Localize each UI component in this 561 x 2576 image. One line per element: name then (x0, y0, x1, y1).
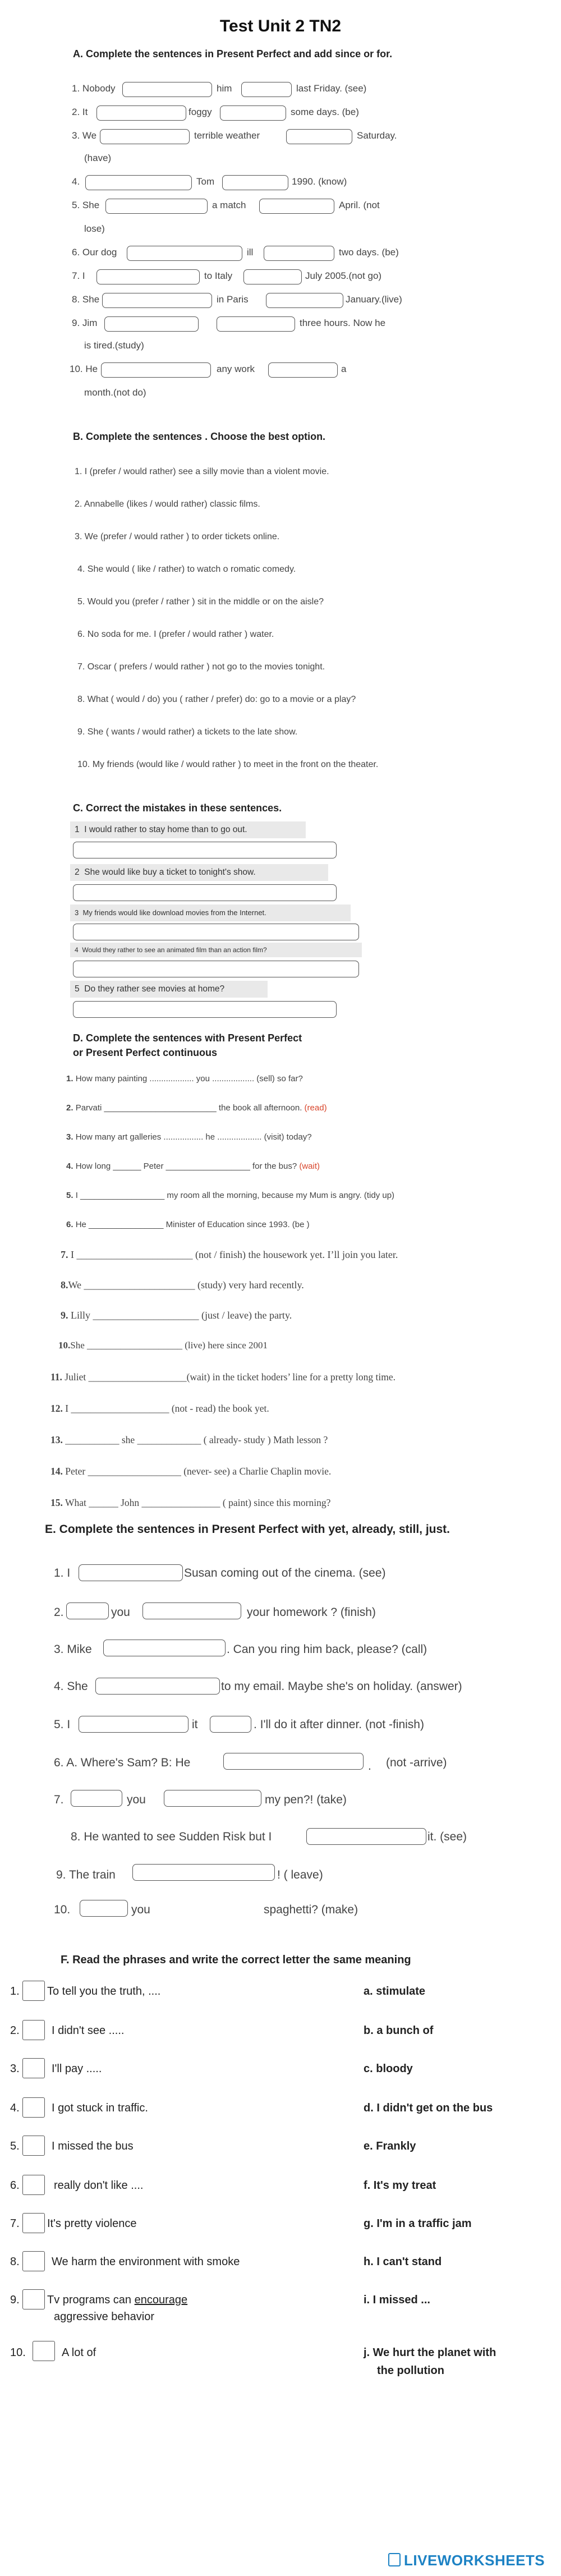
e-item-7 (54, 1793, 64, 1807)
a-item-6 (72, 247, 117, 258)
d-num: 2. (66, 1103, 73, 1113)
a-text: Jim (82, 318, 98, 328)
d-text: Juliet ____________________(wait) in the ticket hoders’ line for a pretty long time. (65, 1371, 396, 1383)
d-num: 1. (66, 1074, 73, 1083)
d-num: 3. (66, 1132, 73, 1142)
d-text: I ____________________ (not - read) the book yet. (65, 1403, 269, 1414)
d-text: I _______________________ (not / finish) the housework yet. I’ll join you later. (71, 1249, 398, 1260)
a-text: him (217, 83, 232, 94)
a-text: any work (217, 364, 255, 374)
f-phrase: To tell you the truth, .... (47, 1985, 161, 1998)
a-text: Our dog (82, 247, 117, 258)
a-item-5 (72, 200, 99, 211)
d-item-2 (66, 1103, 327, 1113)
a7-answer-box-1[interactable] (96, 269, 200, 284)
e5-answer-box-1[interactable] (79, 1716, 188, 1733)
d-num: 13. (50, 1434, 63, 1445)
e-text: . I'll do it after dinner. (not -finish) (254, 1718, 424, 1731)
c2-answer-box[interactable] (73, 884, 337, 901)
f-phrase: It's pretty violence (47, 2217, 137, 2230)
f-num: 2. (10, 2024, 20, 2037)
d-item-14 (50, 1466, 331, 1477)
a-num: 3. (72, 130, 80, 141)
f-meaning-cont: the pollution (377, 2364, 444, 2377)
e-text: ! ( leave) (277, 1868, 323, 1881)
e-num: 9. (56, 1868, 66, 1881)
a2-answer-box-2[interactable] (220, 105, 286, 121)
a-num: 8. (72, 294, 80, 305)
d-text: I __________________ my room all the morning, because my Mum is angry. (tidy up) (75, 1191, 395, 1200)
a-text: Tom (196, 176, 215, 187)
a-text: July 2005.(not go) (305, 270, 382, 281)
a-text: a match (212, 200, 246, 210)
a-text: It (82, 107, 88, 117)
d-item-13 (50, 1434, 328, 1446)
e-text: I (67, 1718, 71, 1731)
a4-answer-box-1[interactable] (85, 175, 192, 190)
b-item: 2. Annabelle (likes / would rather) classic films. (75, 499, 260, 509)
a-text: terrible weather (194, 130, 260, 141)
f-meaning: e. Frankly (364, 2140, 416, 2152)
f-num: 8. (10, 2256, 20, 2268)
f-meaning: i. I missed ... (364, 2294, 430, 2306)
d-text: How many art galleries ................. he ................... (visit) today? (75, 1132, 312, 1142)
e6-answer-box[interactable] (223, 1753, 364, 1770)
d-verb-hint: (read) (304, 1103, 327, 1113)
e-text: it (192, 1718, 198, 1731)
e-text: you (111, 1606, 130, 1619)
e-item-6 (54, 1756, 190, 1770)
d-text: Parvati ________________________ the book all afternoon. (75, 1103, 302, 1113)
e-item-3 (54, 1643, 92, 1656)
c-num: 4 (75, 946, 79, 954)
d-verb-hint: (wait) (299, 1161, 320, 1171)
f2-answer-box[interactable] (22, 2020, 45, 2040)
d-item-8 (61, 1279, 304, 1291)
e-num: 7. (54, 1793, 64, 1806)
f-num: 6. (10, 2179, 20, 2192)
d-text: She ____________________ (live) here since 2001 (70, 1340, 268, 1351)
f-phrase-part: Tv programs can (47, 2294, 132, 2306)
d-text: Peter ___________________ (never- see) a Charlie Chaplin movie. (65, 1466, 332, 1477)
a-num: 9. (72, 318, 80, 328)
e-item-8 (71, 1830, 272, 1844)
a1-answer-box-2[interactable] (241, 82, 292, 97)
b-item: 7. Oscar ( prefers / would rather ) not go to the movies tonight. (77, 662, 325, 672)
b-item: 10. My friends (would like / would rather ) to meet in the front on the theater. (77, 760, 379, 769)
f-meaning: h. I can't stand (364, 2256, 442, 2268)
c-sentence-4 (70, 943, 362, 957)
c4-answer-box[interactable] (73, 961, 359, 977)
c-text: I would rather to stay home than to go out. (84, 825, 247, 834)
b-item: 4. She would ( like / rather) to watch o romatic comedy. (77, 564, 296, 574)
f-phrase: I didn't see ..... (52, 2024, 125, 2037)
d-num: 8. (61, 1279, 68, 1291)
a-text: a (341, 364, 347, 374)
a6-answer-box-1[interactable] (127, 246, 242, 261)
d-text: ___________ she _____________ ( already- study ) Math lesson ? (65, 1434, 328, 1445)
a-text: month.(not do) (84, 387, 146, 398)
a-num: 2. (72, 107, 80, 117)
a-item-3 (72, 130, 96, 141)
a8-answer-box-1[interactable] (102, 293, 212, 308)
d-num: 5. (66, 1191, 73, 1200)
section-f-heading: F. Read the phrases and write the correct letter the same meaning (61, 1954, 411, 1966)
f3-answer-box[interactable] (22, 2058, 45, 2078)
f-phrase-cont: aggressive behavior (54, 2311, 154, 2323)
f7-answer-box[interactable] (22, 2213, 45, 2233)
e-num: 10. (54, 1903, 71, 1916)
e-text: Mike (67, 1643, 92, 1656)
a-text: Saturday. (357, 130, 397, 141)
e-num: 4. (54, 1680, 64, 1693)
f-phrase: really don't like .... (54, 2179, 144, 2192)
e-item-9 (56, 1868, 116, 1882)
d-text: Lilly _____________________ (just / leave) the party. (71, 1310, 292, 1321)
a-item-2 (72, 107, 88, 118)
d-item-9 (61, 1310, 292, 1321)
b-item: 5. Would you (prefer / rather ) sit in the middle or on the aisle? (77, 597, 324, 607)
d-item-7 (61, 1249, 398, 1261)
c-text: My friends would like download movies from the Internet. (82, 908, 266, 917)
f9-answer-box[interactable] (22, 2289, 45, 2309)
a-text: She (82, 294, 100, 305)
d-text: What ______ John ________________ ( paint) since this morning? (65, 1497, 331, 1508)
a-item-10 (70, 364, 98, 375)
a-num: 4. (72, 176, 80, 187)
e-text: my pen?! (take) (265, 1793, 347, 1806)
section-d-heading-2: or Present Perfect continuous (73, 1047, 218, 1058)
section-b-heading: B. Complete the sentences . Choose the best option. (73, 431, 326, 442)
a-item-1 (72, 83, 116, 94)
a-text: April. (not (339, 200, 380, 210)
e-item-2 (54, 1606, 64, 1619)
f1-answer-box[interactable] (22, 1981, 45, 2001)
e-item-4 (54, 1680, 88, 1693)
e-item-1 (54, 1567, 70, 1580)
d-item-15 (50, 1497, 330, 1509)
f10-answer-box[interactable] (33, 2341, 55, 2361)
a-num: 6. (72, 247, 80, 258)
e-text: (not -arrive) (386, 1756, 447, 1769)
a-text: in Paris (217, 294, 249, 305)
d-num: 7. (61, 1249, 68, 1260)
a-text: We (82, 130, 97, 141)
e-text: . Can you ring him back, please? (call) (227, 1643, 427, 1656)
f-meaning: g. I'm in a traffic jam (364, 2217, 472, 2230)
d-item-4 (66, 1161, 320, 1171)
section-c-heading: C. Correct the mistakes in these sentences. (73, 802, 282, 814)
e-num: 3. (54, 1643, 64, 1656)
d-item-1 (66, 1074, 303, 1083)
e-text: you (127, 1793, 146, 1806)
d-num: 9. (61, 1310, 68, 1321)
f-phrase: I missed the bus (52, 2140, 134, 2152)
logo-text: LIVEWORKSHEETS (404, 2552, 545, 2569)
f-num: 10. (10, 2347, 26, 2359)
a-text: January.(live) (346, 294, 402, 305)
e-num: 1. (54, 1567, 64, 1579)
a-text: is tired.(study) (84, 340, 144, 351)
f-phrase: I got stuck in traffic. (52, 2102, 148, 2114)
f-num: 9. (10, 2294, 20, 2306)
e5-answer-box-2[interactable] (210, 1716, 251, 1733)
a-text: two days. (be) (339, 247, 399, 258)
c-num: 1 (75, 825, 80, 834)
d-item-3 (66, 1132, 312, 1142)
d-item-6 (66, 1220, 310, 1229)
c5-answer-box[interactable] (73, 1001, 337, 1018)
c3-answer-box[interactable] (73, 924, 359, 940)
d-item-12 (50, 1403, 269, 1415)
a-text: I (82, 270, 85, 281)
a-text: some days. (be) (291, 107, 359, 117)
a-item-8 (72, 294, 99, 305)
f5-answer-box[interactable] (22, 2136, 45, 2156)
c-text: Do they rather see movies at home? (84, 984, 225, 994)
d-item-11 (50, 1371, 396, 1383)
a6-answer-box-2[interactable] (264, 246, 334, 261)
a3-answer-box-1[interactable] (100, 129, 190, 144)
d-text: We ______________________ (study) very hard recently. (68, 1279, 304, 1291)
c-sentence-2 (70, 864, 328, 881)
e2-answer-box-2[interactable] (142, 1602, 241, 1619)
c-num: 2 (75, 867, 80, 877)
f8-answer-box[interactable] (22, 2251, 45, 2271)
e-text: spaghetti? (make) (264, 1903, 358, 1916)
e7-answer-box-2[interactable] (164, 1790, 261, 1807)
section-d-heading-1: D. Complete the sentences with Present Perfect (73, 1032, 302, 1044)
a-text: to Italy (204, 270, 233, 281)
d-item-5 (66, 1191, 394, 1200)
f-meaning: b. a bunch of (364, 2024, 434, 2037)
c-text: Would they rather to see an animated film than an action film? (82, 946, 267, 954)
a-text: ill (247, 247, 254, 258)
e-text: Susan coming out of the cinema. (see) (184, 1567, 386, 1579)
d-text: How many painting ................... you .................. (sell) so far? (75, 1074, 303, 1083)
f-meaning: d. I didn't get on the bus (364, 2102, 493, 2114)
f-num: 1. (10, 1985, 20, 1998)
d-item-10 (58, 1340, 268, 1351)
b-item: 6. No soda for me. I (prefer / would rather ) water. (77, 630, 274, 639)
e-text: The train (68, 1868, 116, 1881)
e-text: it. (see) (427, 1830, 467, 1843)
f-num: 4. (10, 2102, 20, 2114)
a-text: three hours. Now he (300, 318, 386, 328)
a2-answer-box-1[interactable] (96, 105, 186, 121)
e9-answer-box[interactable] (132, 1864, 275, 1881)
a5-answer-box-2[interactable] (259, 199, 334, 214)
a-num: 1. (72, 83, 80, 94)
e2-answer-box-1[interactable] (66, 1602, 109, 1619)
e-text: A. Where's Sam? B: He (66, 1756, 191, 1769)
e-text: you (131, 1903, 150, 1916)
f-meaning: c. bloody (364, 2063, 413, 2075)
f-phrase (47, 2294, 187, 2307)
e-text: . (368, 1760, 371, 1773)
a-num: 7. (72, 270, 80, 281)
e-num: 6. (54, 1756, 64, 1769)
a3-answer-box-2[interactable] (286, 129, 352, 144)
f6-answer-box[interactable] (22, 2175, 45, 2195)
e4-answer-box[interactable] (95, 1678, 220, 1695)
f-num: 3. (10, 2063, 20, 2075)
f-phrase: We harm the environment with smoke (52, 2256, 240, 2268)
d-text: He ________________ Minister of Education since 1993. (be ) (75, 1220, 310, 1229)
a9-answer-box-1[interactable] (104, 316, 199, 332)
e10-answer-box[interactable] (80, 1900, 128, 1917)
f-meaning: j. We hurt the planet with (364, 2347, 496, 2359)
e7-answer-box-1[interactable] (71, 1790, 122, 1807)
section-a-heading: A. Complete the sentences in Present Perfect and add since or for. (73, 48, 393, 59)
a-text: She (82, 200, 100, 210)
e-text: He wanted to see Sudden Risk but I (84, 1830, 272, 1843)
c-sentence-1 (70, 821, 306, 838)
e-num: 2. (54, 1606, 64, 1619)
c1-answer-box[interactable] (73, 842, 337, 858)
d-num: 11. (50, 1371, 62, 1383)
d-num: 4. (66, 1161, 73, 1171)
a-num: 5. (72, 200, 80, 210)
f-phrase: A lot of (62, 2347, 96, 2359)
e8-answer-box[interactable] (306, 1828, 426, 1845)
e-item-10 (54, 1903, 70, 1917)
liveworksheets-logo[interactable] (388, 2552, 545, 2569)
a-text: (have) (84, 153, 112, 163)
e1-answer-box[interactable] (79, 1564, 183, 1581)
f-underlined-word: encourage (134, 2294, 188, 2306)
f-meaning: a. stimulate (364, 1985, 426, 1998)
e3-answer-box[interactable] (103, 1640, 226, 1656)
b-item: 8. What ( would / do) you ( rather / prefer) do: go to a movie or a play? (77, 695, 356, 704)
e-text: your homework ? (finish) (247, 1606, 376, 1619)
worksheet-icon (388, 2553, 401, 2566)
a-item-9 (72, 318, 97, 329)
b-item: 9. She ( wants / would rather) a tickets to the late show. (77, 727, 298, 737)
a10-answer-box-2[interactable] (268, 362, 338, 378)
b-item: 3. We (prefer / would rather ) to order tickets online. (75, 532, 280, 541)
page-title: Test Unit 2 TN2 (219, 17, 342, 35)
c-num: 3 (75, 908, 79, 917)
a-text: Nobody (82, 83, 116, 94)
e-text: I (67, 1567, 71, 1579)
f-num: 5. (10, 2140, 20, 2152)
f-num: 7. (10, 2217, 20, 2230)
d-num: 15. (50, 1497, 63, 1508)
a8-answer-box-2[interactable] (266, 293, 343, 308)
a5-answer-box-1[interactable] (105, 199, 208, 214)
c-sentence-3 (70, 904, 351, 921)
c-num: 5 (75, 984, 80, 994)
a-text: He (85, 364, 98, 374)
a-text: foggy (188, 107, 212, 117)
a-item-7 (72, 270, 85, 282)
e-num: 5. (54, 1718, 64, 1731)
f4-answer-box[interactable] (22, 2097, 45, 2118)
d-num: 12. (50, 1403, 63, 1414)
e-num: 8. (71, 1830, 81, 1843)
f-phrase: I'll pay ..... (52, 2063, 102, 2075)
a4-answer-box-2[interactable] (222, 175, 288, 190)
e-text: to my email. Maybe she's on holiday. (answer) (221, 1680, 462, 1693)
d-text: How long ______ Peter __________________ for the bus? (75, 1161, 297, 1171)
c-text: She would like buy a ticket to tonight's show. (84, 867, 256, 877)
d-num: 14. (50, 1466, 63, 1477)
a-text: 1990. (know) (292, 176, 347, 187)
a-text: last Friday. (see) (296, 83, 367, 94)
a-num: 10. (70, 364, 83, 374)
f-meaning: f. It's my treat (364, 2179, 436, 2192)
a1-answer-box-1[interactable] (122, 82, 212, 97)
b-item: 1. I (prefer / would rather) see a silly movie than a violent movie. (75, 467, 329, 476)
a7-answer-box-2[interactable] (243, 269, 302, 284)
section-e-heading: E. Complete the sentences in Present Perfect with yet, already, still, just. (45, 1523, 450, 1536)
d-num: 10. (58, 1340, 71, 1351)
d-num: 6. (66, 1220, 73, 1229)
c-sentence-5 (70, 981, 268, 998)
a-text: lose) (84, 223, 105, 234)
a-item-4 (72, 176, 80, 187)
a10-answer-box-1[interactable] (101, 362, 211, 378)
a9-answer-box-2[interactable] (217, 316, 295, 332)
e-item-5 (54, 1718, 70, 1732)
e-text: She (67, 1680, 88, 1693)
